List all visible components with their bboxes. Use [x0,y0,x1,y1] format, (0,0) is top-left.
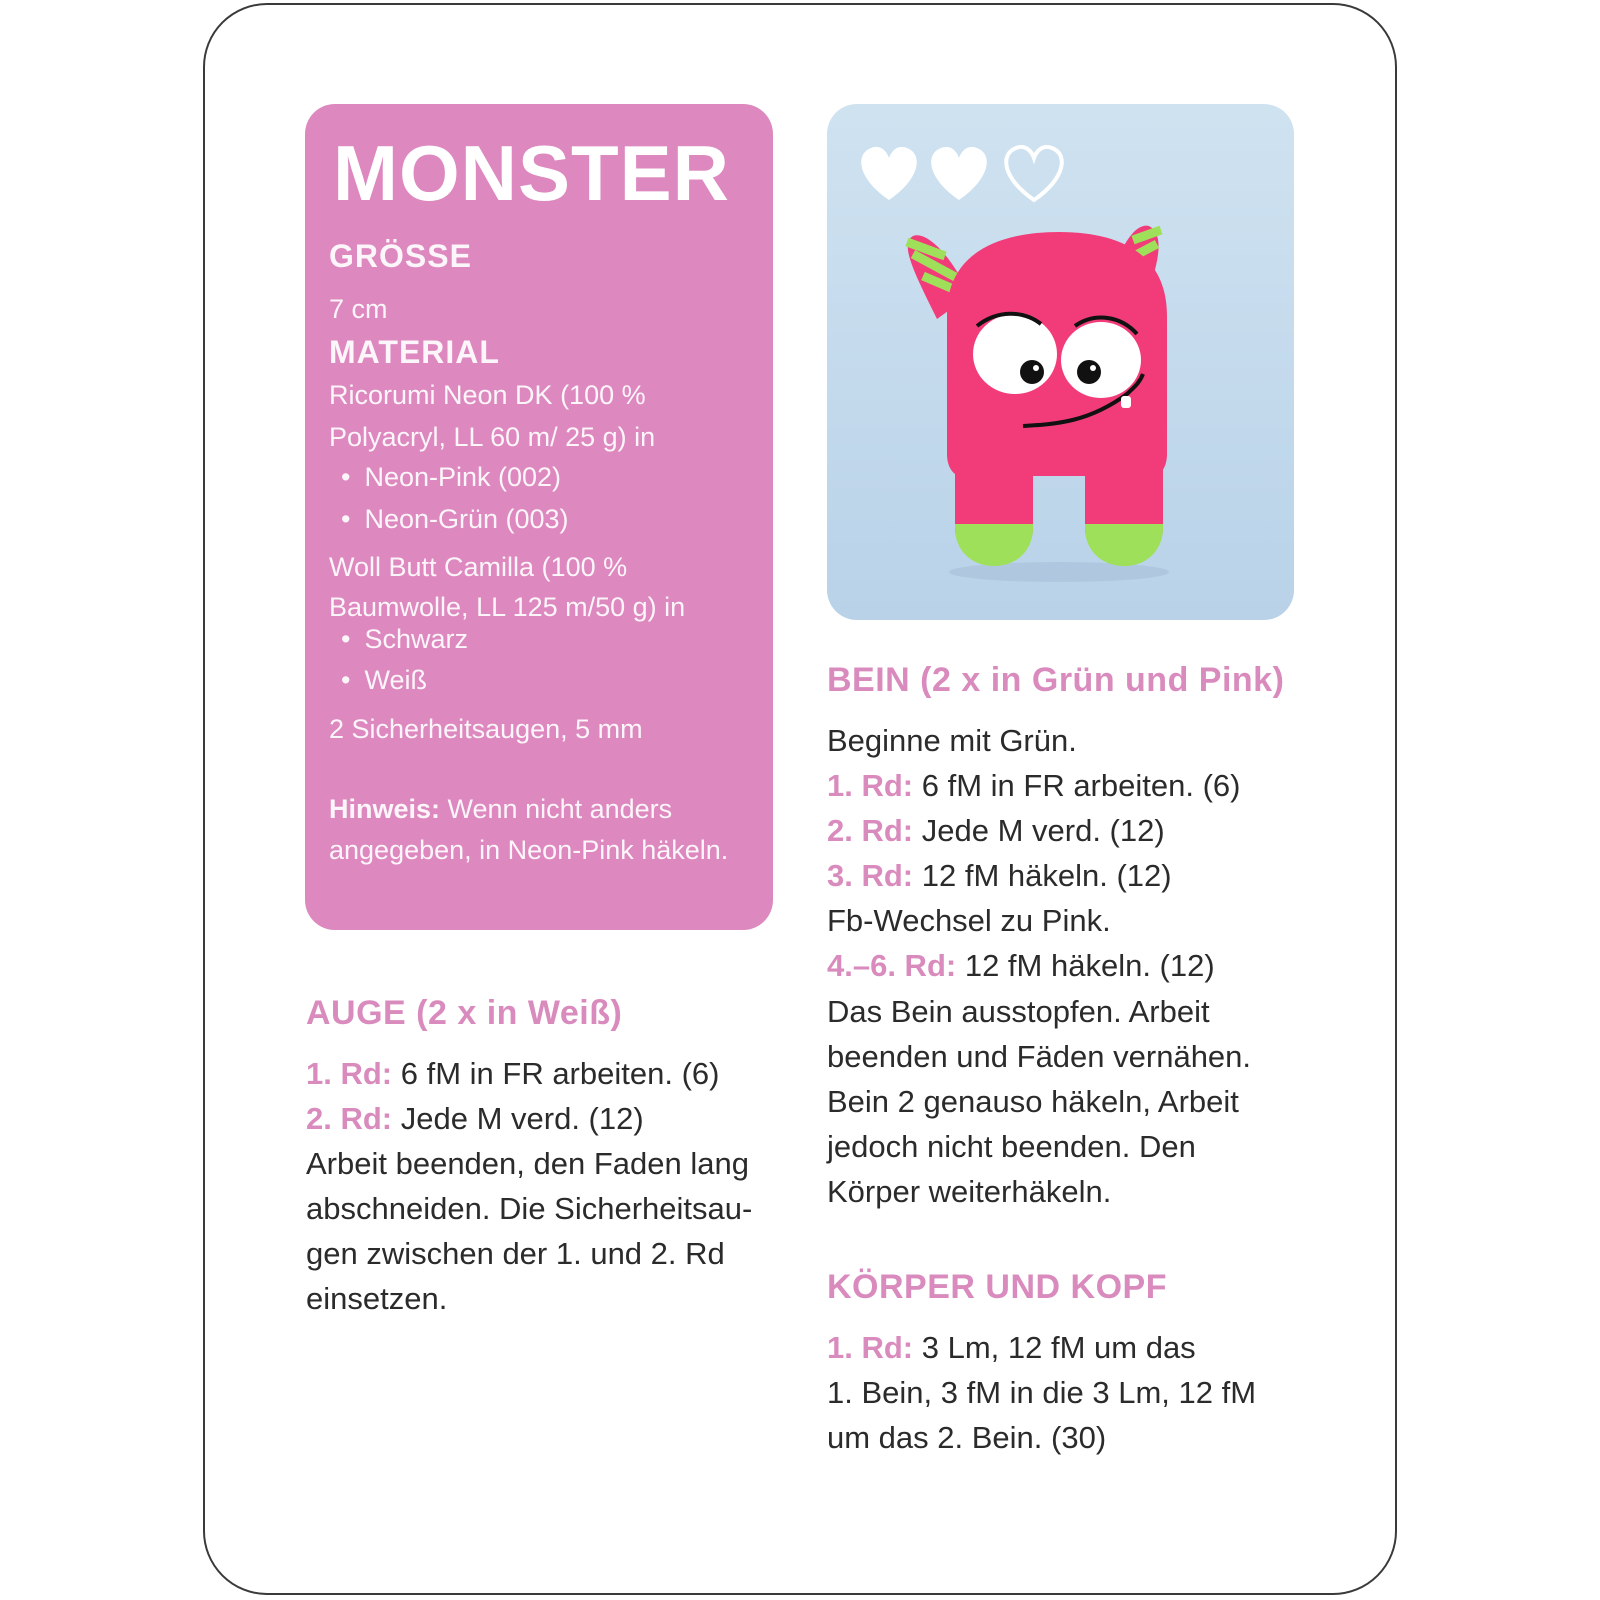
bein-heading: BEIN (2 x in Grün und Pink) [827,661,1285,699]
bein-round [827,815,1165,846]
round-text: 6 fM in FR arbeiten. (6) [913,768,1241,803]
round-label: 2. Rd: [827,813,914,848]
auge-text-line: gen zwischen der 1. und 2. Rd [306,1236,725,1271]
material-eyes: 2 Sicherheitsaugen, 5 mm [329,714,643,744]
auge-text-line: einsetzen. [306,1281,448,1316]
heart-outline-icon [1006,147,1062,200]
size-value: 7 cm [329,294,388,324]
material-yarn2-line2: Baumwolle, LL 125 m/50 g) in [329,592,686,622]
round-label: 2. Rd: [306,1101,393,1136]
bein-text-line: Bein 2 genauso häkeln, Arbeit [827,1084,1239,1119]
round-label: 4.–6. Rd: [827,948,957,983]
round-label: 3. Rd: [827,858,914,893]
monster-illustration [827,104,1294,620]
heart-filled-icon [861,147,917,200]
bein-round [827,770,1240,801]
bein-intro: Beginne mit Grün. [827,723,1077,758]
material-color-item: • Weiß [341,667,427,694]
heart-filled-icon [931,147,987,200]
bein-text-line: Körper weiterhäkeln. [827,1174,1112,1209]
koerper-text-line: um das 2. Bein. (30) [827,1420,1107,1455]
note-label: Hinweis: [329,794,441,824]
size-heading: GRÖSSE [329,238,472,274]
auge-heading: AUGE (2 x in Weiß) [306,994,623,1032]
round-label: 1. Rd: [827,1330,914,1365]
bein-text-line: jedoch nicht beenden. Den [827,1129,1196,1164]
page-title: MONSTER [333,129,730,217]
round-text: 6 fM in FR arbeiten. (6) [392,1056,720,1091]
material-heading: MATERIAL [329,334,500,370]
auge-text-line: Arbeit beenden, den Faden lang [306,1146,749,1181]
round-text: 12 fM häkeln. (12) [956,948,1215,983]
round-label: 1. Rd: [827,768,914,803]
bein-color-change: Fb-Wechsel zu Pink. [827,903,1111,938]
round-text: Jede M verd. (12) [913,813,1165,848]
auge-round [306,1103,644,1134]
material-color-item: • Schwarz [341,626,468,653]
bein-text-line: beenden und Fäden vernähen. [827,1039,1252,1074]
round-text: 3 Lm, 12 fM um das [913,1330,1196,1365]
auge-text-line: abschneiden. Die Sicherheitsau- [306,1191,753,1226]
note-text: Wenn nicht anders [440,794,673,824]
koerper-round [827,1332,1196,1363]
bein-round [827,950,1215,981]
koerper-heading: KÖRPER UND KOPF [827,1268,1167,1306]
round-label: 1. Rd: [306,1056,393,1091]
koerper-text-line: 1. Bein, 3 fM in die 3 Lm, 12 fM [827,1375,1257,1410]
material-color-item: • Neon-Grün (003) [341,506,569,533]
monster-photo [827,104,1294,620]
bein-text-line: Das Bein ausstopfen. Arbeit [827,994,1210,1029]
round-text: Jede M verd. (12) [392,1101,644,1136]
round-text: 12 fM häkeln. (12) [913,858,1172,893]
auge-round [306,1058,719,1089]
material-yarn2-line1: Woll Butt Camilla (100 % [329,552,628,582]
bein-round [827,860,1172,891]
difficulty-rating [861,147,1062,200]
note-line2: angegeben, in Neon-Pink häkeln. [329,835,729,865]
material-color-item: • Neon-Pink (002) [341,464,561,491]
note-line1 [329,796,672,823]
material-yarn1-line2: Polyacryl, LL 60 m/ 25 g) in [329,422,656,452]
info-box [305,104,773,930]
material-yarn1-line1: Ricorumi Neon DK (100 % [329,380,646,410]
